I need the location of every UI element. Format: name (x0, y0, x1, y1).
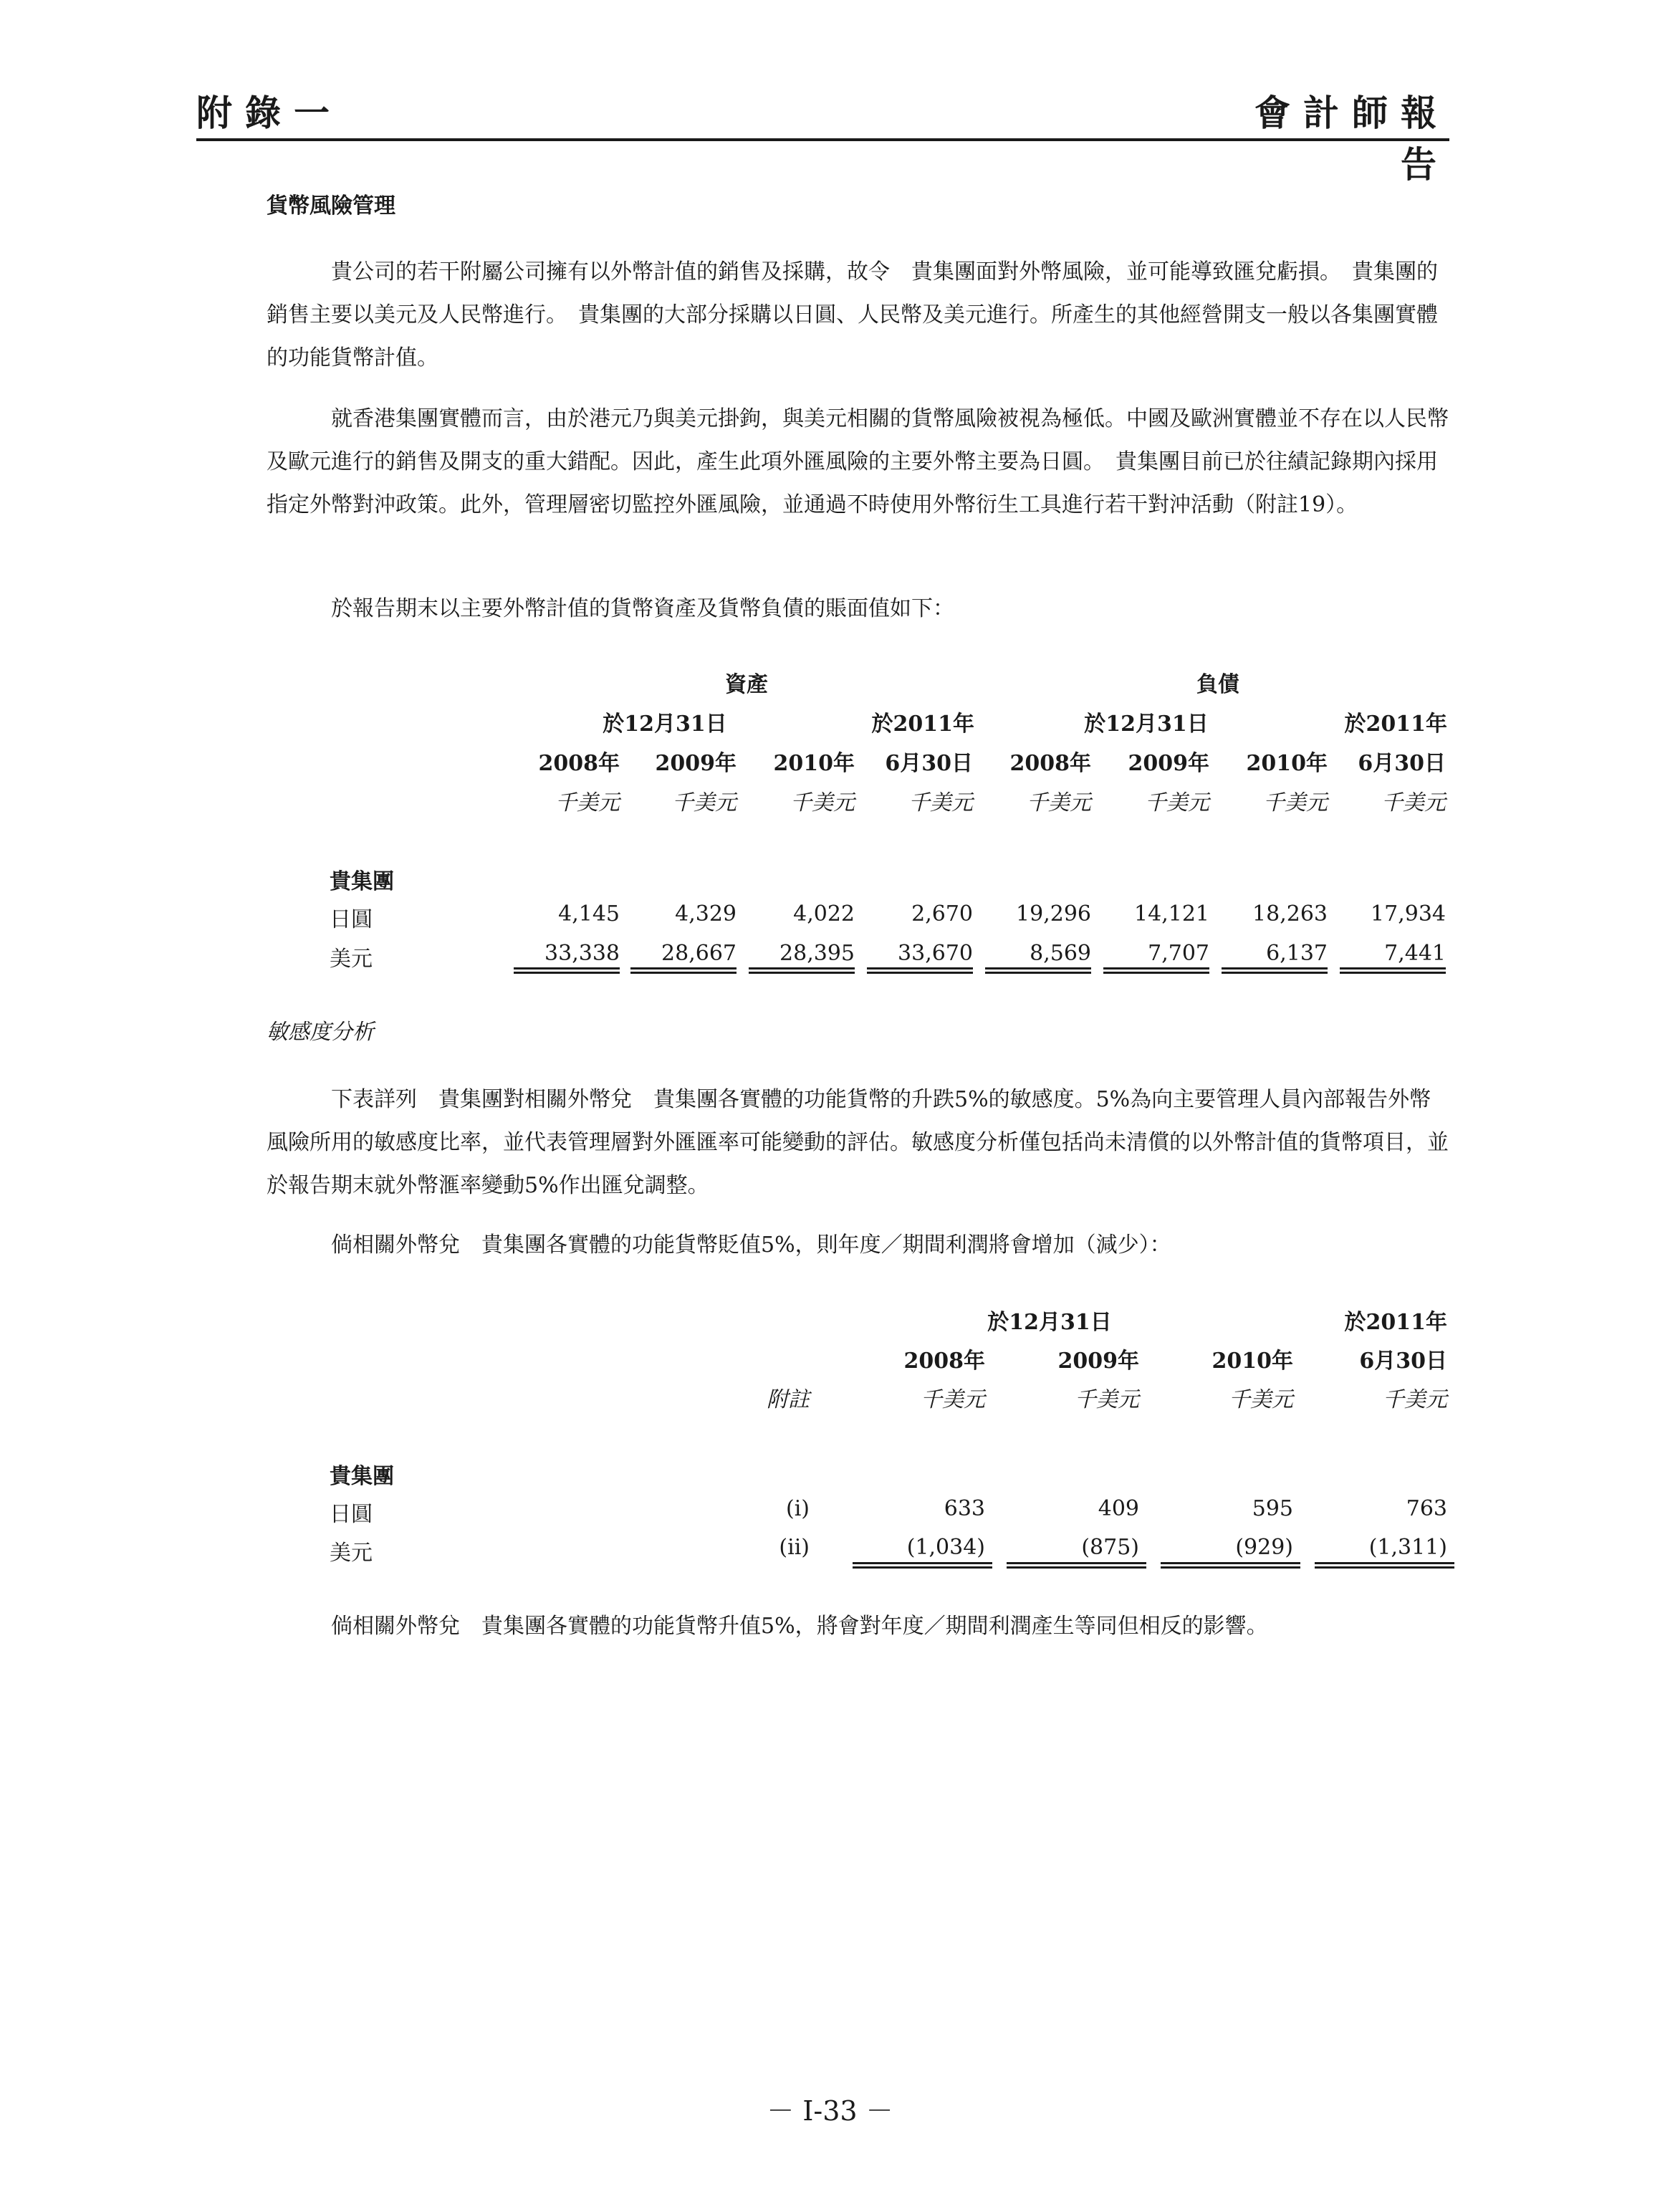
double-underline (514, 967, 620, 974)
col-unit: 千美元 (908, 790, 973, 815)
double-underline (1340, 967, 1446, 974)
col-year: 2008年 (903, 1349, 985, 1374)
table-cell: 17,934 (1371, 901, 1446, 927)
table-cell: (1,034) (906, 1535, 985, 1560)
table-cell: (875) (1081, 1535, 1139, 1560)
row-label-jpy: 日圓 (330, 907, 373, 932)
report-title: 會計師報告 (1254, 92, 1449, 186)
col-unit: 千美元 (921, 1387, 985, 1412)
note-cell: (ii) (779, 1535, 810, 1560)
col-unit: 千美元 (1263, 790, 1328, 815)
col-year: 6月30日 (1359, 1349, 1447, 1374)
row-label-usd: 美元 (330, 1541, 373, 1566)
table-cell: 33,338 (544, 941, 620, 966)
col-unit: 千美元 (1027, 790, 1091, 815)
col-year: 2009年 (1128, 751, 1209, 776)
table-cell: 8,569 (1030, 941, 1091, 966)
table-cell: 633 (944, 1496, 985, 1521)
table-cell: 7,707 (1148, 941, 1209, 966)
col-unit: 千美元 (1145, 790, 1209, 815)
liab-dec-header: 於12月31日 (1084, 712, 1209, 737)
col-unit: 千美元 (672, 790, 737, 815)
double-underline (853, 1562, 992, 1569)
assets-2011-header: 於2011年 (871, 712, 974, 737)
table-cell: 4,022 (793, 901, 855, 927)
liab-2011-header: 於2011年 (1344, 712, 1447, 737)
table-cell: 4,145 (558, 901, 620, 927)
col-year: 2008年 (1009, 751, 1091, 776)
table-cell: 19,296 (1016, 901, 1091, 927)
col-unit: 千美元 (1075, 1387, 1139, 1412)
table-cell: 4,329 (675, 901, 737, 927)
double-underline (985, 967, 1091, 974)
col-unit: 千美元 (555, 790, 620, 815)
sensitivity-title: 敏感度分析 (267, 1020, 374, 1045)
paragraph-1: 貴公司的若干附屬公司擁有以外幣計值的銷售及採購，故令 貴集團面對外幣風險，並可能導致匯兌虧損。 貴集團的銷售主要以美元及人民幣進行。 貴集團的大部分採購以日圓、人民幣及美元進行。所產生的其他經營開支一般以各集團實體的功能貨幣計值。 (267, 259, 1438, 370)
header-rule (196, 138, 1449, 141)
table-cell: 6,137 (1266, 941, 1328, 966)
table-cell: 595 (1252, 1496, 1293, 1521)
table-cell: 763 (1406, 1496, 1447, 1521)
section-title: 貨幣風險管理 (267, 193, 395, 219)
col-unit: 千美元 (790, 790, 855, 815)
table-cell: 28,395 (779, 941, 855, 966)
col-year: 2010年 (1212, 1349, 1293, 1374)
liabilities-header: 負債 (1196, 672, 1239, 697)
double-underline (1315, 1562, 1454, 1569)
col-year: 2009年 (655, 751, 737, 776)
note-header: 附註 (767, 1387, 810, 1412)
table-cell: 33,670 (898, 941, 973, 966)
assets-header: 資產 (725, 672, 768, 697)
group-label: 貴集團 (330, 1464, 394, 1489)
table-cell: 14,121 (1134, 901, 1209, 927)
col-year: 2010年 (773, 751, 855, 776)
table-cell: 28,667 (661, 941, 737, 966)
group-label: 貴集團 (330, 869, 394, 894)
header-2011: 於2011年 (1344, 1310, 1447, 1335)
double-underline (1161, 1562, 1300, 1569)
page-number: － I-33 － (767, 2095, 893, 2127)
col-unit: 千美元 (1383, 1387, 1447, 1412)
table-cell: 2,670 (911, 901, 973, 927)
col-year: 2009年 (1057, 1349, 1139, 1374)
dec-header: 於12月31日 (987, 1310, 1112, 1335)
sensitivity-paragraph-2: 倘相關外幣兌 貴集團各實體的功能貨幣貶值5%，則年度／期間利潤將會增加（減少）： (331, 1232, 1171, 1258)
col-year: 2008年 (538, 751, 620, 776)
sensitivity-paragraph-1: 下表詳列 貴集團對相關外幣兌 貴集團各實體的功能貨幣的升跌5%的敏感度。5%為向主要管理人員內部報告外幣風險所用的敏感度比率，並代表管理層對外匯匯率可能變動的評估。敏感度分析僅包括尚未清償的以外幣計值的貨幣項目，並於報告期末就外幣滙率變動5%作出匯兌調整。 (267, 1087, 1449, 1198)
double-underline (749, 967, 855, 974)
assets-dec-header: 於12月31日 (603, 712, 727, 737)
table-cell: 18,263 (1252, 901, 1328, 927)
paragraph-3: 於報告期末以主要外幣計值的貨幣資產及貨幣負債的賬面值如下： (331, 596, 954, 621)
row-label-jpy: 日圓 (330, 1502, 373, 1527)
double-underline (1222, 967, 1328, 974)
appendix-title: 附錄一 (196, 92, 342, 134)
final-paragraph: 倘相關外幣兌 貴集團各實體的功能貨幣升值5%，將會對年度／期間利潤產生等同但相反的影響。 (331, 1614, 1268, 1639)
col-unit: 千美元 (1381, 790, 1446, 815)
col-year: 2010年 (1246, 751, 1328, 776)
row-label-usd: 美元 (330, 947, 373, 972)
double-underline (630, 967, 737, 974)
paragraph-2: 就香港集團實體而言，由於港元乃與美元掛鉤，與美元相關的貨幣風險被視為極低。中國及歐洲實體並不存在以人民幣及歐元進行的銷售及開支的重大錯配。因此，產生此項外匯風險的主要外幣主要為日圓。 貴集團目前已於往績記錄期內採用指定外幣對沖政策。此外，管理層密切監控外匯風險，並通過不時使用外幣衍生工具進行若干對沖活動（附註19）。 (267, 406, 1449, 517)
note-cell: (i) (785, 1496, 810, 1521)
table-cell: (1,311) (1368, 1535, 1447, 1560)
table-cell: 409 (1098, 1496, 1139, 1521)
col-year: 6月30日 (885, 751, 973, 776)
table-cell: (929) (1235, 1535, 1293, 1560)
table-cell: 7,441 (1384, 941, 1446, 966)
double-underline (1007, 1562, 1146, 1569)
col-year: 6月30日 (1358, 751, 1446, 776)
col-unit: 千美元 (1229, 1387, 1293, 1412)
double-underline (1103, 967, 1209, 974)
double-underline (867, 967, 973, 974)
